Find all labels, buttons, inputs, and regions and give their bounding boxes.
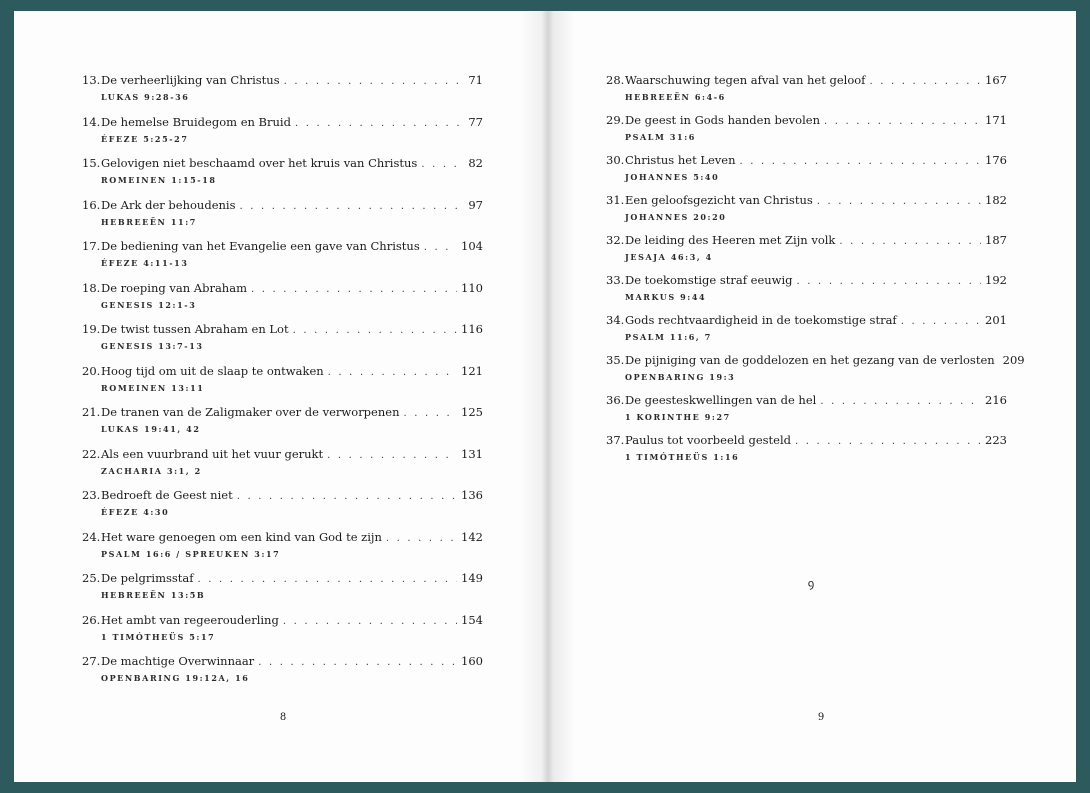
entry-page-number: 104 <box>461 239 483 253</box>
entry-page-number: 154 <box>461 612 483 627</box>
entry-number: 31. <box>606 193 625 207</box>
entry-page-number: 223 <box>985 433 1007 447</box>
entry-title: De geest in Gods handen bevolen <box>625 113 820 127</box>
toc-entry-line <box>82 73 483 89</box>
dot-leader <box>284 74 461 89</box>
scripture-reference: JOHANNES 20:20 <box>625 212 727 222</box>
dot-leader <box>283 614 457 629</box>
entry-title: Paulus tot voorbeeld gesteld <box>625 433 791 447</box>
entry-title: De pelgrimsstaf <box>101 571 194 585</box>
scripture-reference: ÉFEZE 5:25-27 <box>101 133 189 144</box>
entry-title: De tranen van de Zaligmaker over de verworpenen <box>101 405 400 419</box>
scripture-reference: 1 KORINTHE 9:27 <box>625 412 731 422</box>
toc-entry-line <box>606 353 1025 369</box>
entry-page-number: 77 <box>468 114 483 129</box>
entry-title: Gelovigen niet beschaamd over het kruis van Christus <box>101 156 418 170</box>
toc-entry-line <box>82 156 483 172</box>
entry-page-number: 160 <box>461 654 483 668</box>
toc-entry <box>606 193 1007 233</box>
page-number-right: 9 <box>817 712 825 723</box>
toc-entry-line <box>82 239 483 255</box>
toc-entry-line <box>82 405 483 421</box>
entry-title: Waarschuwing tegen afval van het geloof <box>625 73 866 87</box>
dot-leader <box>740 154 982 169</box>
entry-title: De bediening van het Evangelie een gave van Christus <box>101 239 420 253</box>
entry-page-number: 171 <box>985 113 1007 127</box>
dot-leader <box>293 323 457 338</box>
toc-entry-line <box>82 198 483 214</box>
toc-entry-line <box>606 433 1007 449</box>
entry-title: De verheerlijking van Christus <box>101 73 280 87</box>
toc-entry <box>82 571 483 613</box>
toc-entry-line <box>82 613 483 629</box>
toc-entry-line <box>82 530 483 546</box>
toc-entry-line <box>82 364 483 380</box>
toc-entry <box>606 433 1007 473</box>
entry-title: De hemelse Bruidegom en Bruid <box>101 114 291 129</box>
entry-page-number: 167 <box>985 73 1007 87</box>
dot-leader <box>240 199 462 214</box>
entry-page-number: 136 <box>461 488 483 502</box>
toc-entry <box>82 73 483 115</box>
toc-entry <box>82 322 483 364</box>
scripture-reference: ZACHARIA 3:1, 2 <box>101 465 202 476</box>
dot-leader <box>901 314 981 329</box>
scripture-reference: OPENBARING 19:3 <box>625 372 736 382</box>
scripture-reference: ÉFEZE 4:30 <box>101 507 170 517</box>
toc-entry <box>82 156 483 198</box>
entry-number: 35. <box>606 353 625 367</box>
entry-number: 29. <box>606 113 625 127</box>
toc-entry <box>82 613 483 655</box>
dot-leader <box>295 116 461 131</box>
dot-leader <box>824 114 981 129</box>
dot-leader <box>797 274 982 289</box>
page-number-left: 8 <box>279 712 287 723</box>
entry-number: 26. <box>82 612 101 627</box>
toc-entry-line <box>606 273 1007 289</box>
toc-entry <box>606 73 1007 113</box>
left-page <box>14 11 545 782</box>
dot-leader <box>421 157 461 172</box>
entry-title: Bedroeft de Geest niet <box>101 488 233 502</box>
toc-entry <box>82 405 483 447</box>
toc-entry-line <box>82 447 483 463</box>
toc-entry-line <box>606 193 1007 209</box>
scripture-reference: ROMEINEN 1:15-18 <box>101 175 217 185</box>
entry-page-number: 97 <box>468 197 483 212</box>
toc-entry <box>606 353 1025 393</box>
toc-entry-line <box>606 233 1007 249</box>
toc-entry <box>606 313 1007 353</box>
entry-number: 23. <box>82 488 101 502</box>
dot-leader <box>403 406 457 421</box>
entry-title: De roeping van Abraham <box>101 280 247 295</box>
scripture-reference: GENESIS 12:1-3 <box>101 299 197 310</box>
entry-number: 36. <box>606 393 625 407</box>
entry-number: 30. <box>606 153 625 167</box>
dot-leader <box>237 489 457 504</box>
toc-entry-line <box>82 281 483 297</box>
toc-entry-line <box>606 393 1007 409</box>
entry-number: 34. <box>606 313 625 327</box>
scripture-reference: HEBREEËN 6:4-6 <box>625 92 726 102</box>
dot-leader <box>251 282 457 297</box>
entry-number: 21. <box>82 405 101 419</box>
entry-number: 20. <box>82 363 101 378</box>
scripture-reference: 1 TIMÓTHEÜS 5:17 <box>101 631 216 642</box>
scripture-reference: ROMEINEN 13:11 <box>101 382 205 393</box>
dot-leader <box>817 194 981 209</box>
toc-entry-line <box>82 571 483 587</box>
entry-number: 28. <box>606 73 625 87</box>
toc-entry-line <box>606 313 1007 329</box>
entry-number: 22. <box>82 446 101 461</box>
dot-leader <box>328 365 457 380</box>
scripture-reference: PSALM 16:6 / SPREUKEN 3:17 <box>101 548 281 559</box>
entry-page-number: 149 <box>461 571 483 585</box>
entry-title: De Ark der behoudenis <box>101 197 236 212</box>
dot-leader <box>327 448 457 463</box>
entry-number: 18. <box>82 280 101 295</box>
scripture-reference: GENESIS 13:7-13 <box>101 341 204 351</box>
entry-title: Als een vuurbrand uit het vuur gerukt <box>101 446 324 461</box>
entry-number: 15. <box>82 156 101 170</box>
entry-page-number: 116 <box>461 322 483 336</box>
scripture-reference: HEBREEËN 11:7 <box>101 216 197 227</box>
scripture-reference: 1 TIMÓTHEÜS 1:16 <box>625 452 740 462</box>
entry-number: 24. <box>82 529 101 544</box>
toc-entry <box>82 488 483 530</box>
toc-entry-line <box>82 488 483 504</box>
scripture-reference: ÉFEZE 4:11-13 <box>101 258 189 268</box>
toc-entry <box>82 239 483 281</box>
entry-page-number: 182 <box>985 193 1007 207</box>
entry-page-number: 110 <box>461 280 483 295</box>
entry-number: 14. <box>82 114 101 129</box>
entry-number: 13. <box>82 73 101 87</box>
toc-entry <box>606 153 1007 193</box>
toc-entry-line <box>82 654 483 670</box>
entry-number: 19. <box>82 322 101 336</box>
entry-page-number: 82 <box>468 156 483 170</box>
entry-title: De machtige Overwinnaar <box>101 654 255 668</box>
entry-title: Het ware genoegen om een kind van God te zijn <box>101 529 382 544</box>
dot-leader <box>869 74 981 89</box>
entry-title: De leiding des Heeren met Zijn volk <box>625 233 836 247</box>
entry-title: De geesteskwellingen van de hel <box>625 393 817 407</box>
toc-entry <box>82 198 483 240</box>
toc-right <box>606 73 1025 473</box>
toc-entry <box>606 273 1007 313</box>
dot-leader <box>795 434 981 449</box>
toc-entry-line <box>606 153 1007 169</box>
toc-left <box>82 73 483 696</box>
toc-entry <box>82 447 483 489</box>
entry-number: 37. <box>606 433 625 447</box>
toc-entry <box>606 113 1007 153</box>
entry-page-number: 176 <box>985 153 1007 167</box>
entry-number: 16. <box>82 197 101 212</box>
dot-leader <box>198 572 458 587</box>
toc-entry <box>82 364 483 406</box>
scripture-reference: MARKUS 9:44 <box>625 292 707 302</box>
toc-entry-line <box>82 115 483 131</box>
dot-leader <box>820 394 981 409</box>
entry-page-number: 121 <box>461 363 483 378</box>
entry-title: Christus het Leven <box>625 153 736 167</box>
toc-entry <box>82 654 483 696</box>
entry-title: Gods rechtvaardigheid in de toekomstige straf <box>625 313 897 327</box>
ornament-icon: ꝯ <box>807 577 815 590</box>
entry-title: Het ambt van regeerouderling <box>101 612 279 627</box>
scripture-reference: JESAJA 46:3, 4 <box>625 252 713 262</box>
entry-page-number: 216 <box>985 393 1007 407</box>
entry-page-number: 187 <box>985 233 1007 247</box>
dot-leader <box>839 234 981 249</box>
toc-entry <box>606 393 1007 433</box>
toc-entry <box>82 530 483 572</box>
scripture-reference: JOHANNES 5:40 <box>625 172 720 182</box>
toc-entry <box>82 281 483 323</box>
entry-page-number: 131 <box>461 446 483 461</box>
entry-title: De twist tussen Abraham en Lot <box>101 322 289 336</box>
toc-entry <box>82 115 483 157</box>
entry-number: 27. <box>82 654 101 668</box>
entry-title: Een geloofsgezicht van Christus <box>625 193 813 207</box>
entry-title: De toekomstige straf eeuwig <box>625 273 793 287</box>
scripture-reference: PSALM 31:6 <box>625 132 696 142</box>
dot-leader <box>386 531 457 546</box>
scripture-reference: HEBREEËN 13:5B <box>101 590 206 600</box>
toc-entry-line <box>606 113 1007 129</box>
scripture-reference: LUKAS 9:28-36 <box>101 92 190 102</box>
scripture-reference: OPENBARING 19:12A, 16 <box>101 673 250 683</box>
entry-title: De pijniging van de goddelozen en het gezang van de verlosten <box>625 353 995 367</box>
entry-page-number: 201 <box>985 313 1007 327</box>
entry-page-number: 209 <box>1002 353 1025 367</box>
entry-page-number: 71 <box>468 73 483 87</box>
toc-entry-line <box>606 73 1007 89</box>
scripture-reference: PSALM 11:6, 7 <box>625 332 712 342</box>
entry-page-number: 192 <box>985 273 1007 287</box>
entry-page-number: 142 <box>461 529 483 544</box>
toc-entry-line <box>82 322 483 338</box>
entry-number: 17. <box>82 239 101 253</box>
dot-leader <box>424 240 457 255</box>
scripture-reference: LUKAS 19:41, 42 <box>101 424 201 434</box>
entry-number: 25. <box>82 571 101 585</box>
entry-number: 32. <box>606 233 625 247</box>
entry-page-number: 125 <box>461 405 483 419</box>
toc-entry <box>606 233 1007 273</box>
dot-leader <box>258 655 457 670</box>
entry-number: 33. <box>606 273 625 287</box>
entry-title: Hoog tijd om uit de slaap te ontwaken <box>101 363 324 378</box>
